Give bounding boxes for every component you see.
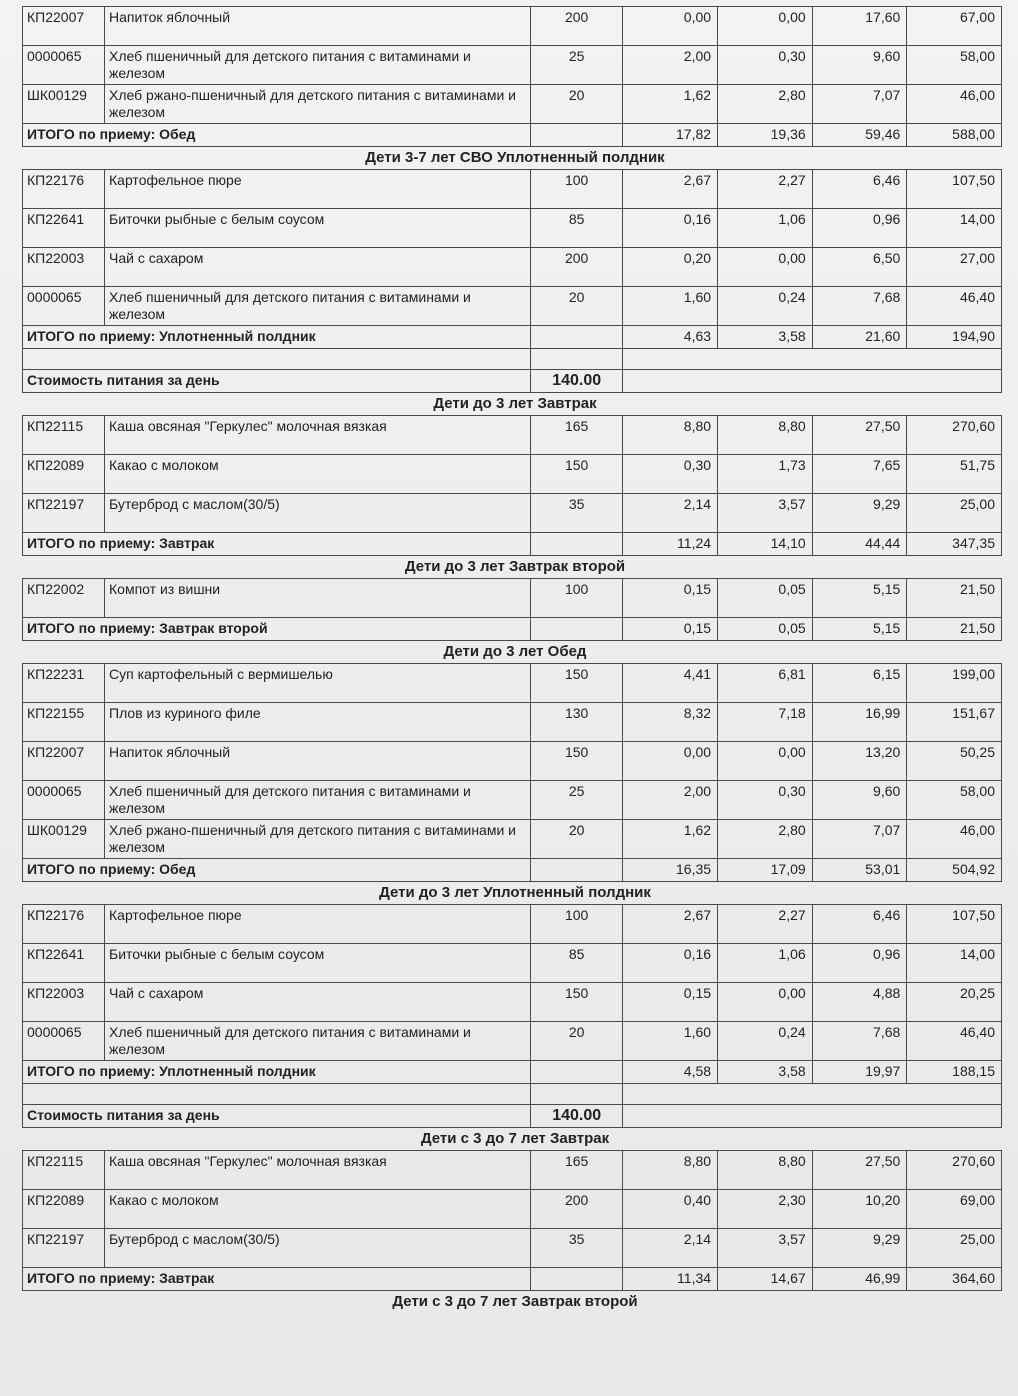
table-row: [23, 742, 1002, 781]
table-row: [23, 983, 1002, 1022]
dish-portion: 200: [530, 7, 623, 46]
dish-code: 0000065: [23, 1022, 105, 1061]
dish-protein: 1,60: [623, 287, 718, 326]
table-row: [23, 494, 1002, 533]
dish-code: КП22197: [23, 494, 105, 533]
dish-name: Напиток яблочный: [105, 7, 531, 46]
dish-energy: 27,00: [907, 248, 1002, 287]
total-fat: 17,09: [718, 859, 813, 882]
daily-cost-empty-cell: [623, 1105, 1002, 1128]
total-carbs: 19,97: [812, 1061, 907, 1084]
dish-energy: 14,00: [907, 944, 1002, 983]
spacer-cell: [623, 1084, 1002, 1105]
dish-protein: 0,16: [623, 944, 718, 983]
dish-protein: 8,80: [623, 416, 718, 455]
section-title: Дети с 3 до 7 лет Завтрак: [420, 1130, 610, 1147]
dish-code: КП22115: [23, 1151, 105, 1190]
dish-portion: 200: [530, 248, 623, 287]
table-row: [23, 455, 1002, 494]
dish-energy: 270,60: [907, 1151, 1002, 1190]
dish-name: Какао с молоком: [105, 1190, 531, 1229]
dish-name: Хлеб ржано-пшеничный для детского питания с витаминами и железом: [105, 820, 531, 859]
total-protein: 11,34: [623, 1268, 718, 1291]
dish-fat: 8,80: [718, 416, 813, 455]
dish-protein: 4,41: [623, 664, 718, 703]
section-title: Дети 3-7 лет СВО Уплотненный полдник: [365, 149, 665, 166]
dish-name: Чай с сахаром: [105, 983, 531, 1022]
dish-carbs: 13,20: [812, 742, 907, 781]
dish-name: Каша овсяная "Геркулес" молочная вязкая: [105, 1151, 531, 1190]
total-energy: 504,92: [907, 859, 1002, 882]
menu-table: [22, 169, 1002, 393]
total-row: [23, 1268, 1002, 1291]
dish-fat: 1,06: [718, 209, 813, 248]
dish-code: КП22641: [23, 209, 105, 248]
total-label: ИТОГО по приему: Обед: [23, 124, 531, 147]
total-empty-cell: [530, 124, 623, 147]
menu-table: [22, 904, 1002, 1128]
table-row: [23, 46, 1002, 85]
dish-portion: 150: [530, 742, 623, 781]
table-row: [23, 579, 1002, 618]
dish-carbs: 17,60: [812, 7, 907, 46]
dish-fat: 0,00: [718, 983, 813, 1022]
dish-name: Бутерброд с маслом(30/5): [105, 1229, 531, 1268]
dish-energy: 46,40: [907, 287, 1002, 326]
dish-code: КП22002: [23, 579, 105, 618]
dish-code: КП22089: [23, 1190, 105, 1229]
dish-name: Плов из куриного филе: [105, 703, 531, 742]
dish-code: ШК00129: [23, 85, 105, 124]
dish-carbs: 9,29: [812, 494, 907, 533]
table-row: [23, 1022, 1002, 1061]
daily-cost-row: [23, 1105, 1002, 1128]
dish-name: Чай с сахаром: [105, 248, 531, 287]
dish-energy: 270,60: [907, 416, 1002, 455]
dish-portion: 165: [530, 416, 623, 455]
dish-carbs: 0,96: [812, 209, 907, 248]
dish-energy: 25,00: [907, 1229, 1002, 1268]
dish-carbs: 27,50: [812, 1151, 907, 1190]
dish-protein: 1,62: [623, 820, 718, 859]
dish-code: КП22155: [23, 703, 105, 742]
dish-carbs: 6,50: [812, 248, 907, 287]
dish-portion: 165: [530, 1151, 623, 1190]
table-row: [23, 703, 1002, 742]
dish-protein: 2,67: [623, 170, 718, 209]
total-energy: 188,15: [907, 1061, 1002, 1084]
dish-fat: 0,00: [718, 248, 813, 287]
dish-energy: 199,00: [907, 664, 1002, 703]
total-row: [23, 326, 1002, 349]
dish-protein: 0,20: [623, 248, 718, 287]
dish-energy: 51,75: [907, 455, 1002, 494]
section-title: Дети с 3 до 7 лет Завтрак второй: [392, 1293, 638, 1310]
dish-name: Хлеб пшеничный для детского питания с витаминами и железом: [105, 1022, 531, 1061]
dish-carbs: 7,65: [812, 455, 907, 494]
dish-code: КП22231: [23, 664, 105, 703]
dish-energy: 67,00: [907, 7, 1002, 46]
table-row: [23, 209, 1002, 248]
dish-portion: 25: [530, 46, 623, 85]
daily-cost-empty-cell: [623, 370, 1002, 393]
dish-fat: 0,05: [718, 579, 813, 618]
total-carbs: 53,01: [812, 859, 907, 882]
dish-name: Суп картофельный с вермишелью: [105, 664, 531, 703]
total-empty-cell: [530, 859, 623, 882]
dish-portion: 100: [530, 170, 623, 209]
dish-energy: 107,50: [907, 905, 1002, 944]
total-fat: 14,10: [718, 533, 813, 556]
dish-energy: 46,00: [907, 820, 1002, 859]
dish-fat: 0,24: [718, 287, 813, 326]
dish-fat: 8,80: [718, 1151, 813, 1190]
dish-portion: 35: [530, 1229, 623, 1268]
dish-name: Хлеб пшеничный для детского питания с витаминами и железом: [105, 287, 531, 326]
total-label: ИТОГО по приему: Уплотненный полдник: [23, 326, 531, 349]
dish-protein: 2,14: [623, 494, 718, 533]
dish-portion: 85: [530, 944, 623, 983]
total-protein: 4,63: [623, 326, 718, 349]
dish-fat: 2,80: [718, 85, 813, 124]
total-label: ИТОГО по приему: Завтрак: [23, 533, 531, 556]
total-fat: 3,58: [718, 326, 813, 349]
dish-code: КП22176: [23, 905, 105, 944]
table-row: [23, 7, 1002, 46]
dish-name: Картофельное пюре: [105, 905, 531, 944]
dish-energy: 46,00: [907, 85, 1002, 124]
dish-code: КП22115: [23, 416, 105, 455]
daily-cost-value: 140.00: [530, 370, 623, 393]
dish-name: Какао с молоком: [105, 455, 531, 494]
dish-carbs: 4,88: [812, 983, 907, 1022]
dish-energy: 25,00: [907, 494, 1002, 533]
dish-code: КП22089: [23, 455, 105, 494]
dish-energy: 50,25: [907, 742, 1002, 781]
daily-cost-row: [23, 370, 1002, 393]
dish-name: Биточки рыбные с белым соусом: [105, 209, 531, 248]
dish-protein: 0,40: [623, 1190, 718, 1229]
total-fat: 19,36: [718, 124, 813, 147]
table-row: [23, 248, 1002, 287]
dish-portion: 150: [530, 455, 623, 494]
total-energy: 588,00: [907, 124, 1002, 147]
dish-portion: 200: [530, 1190, 623, 1229]
dish-portion: 85: [530, 209, 623, 248]
total-protein: 16,35: [623, 859, 718, 882]
dish-code: 0000065: [23, 46, 105, 85]
dish-code: 0000065: [23, 781, 105, 820]
dish-code: КП22003: [23, 983, 105, 1022]
dish-code: ШК00129: [23, 820, 105, 859]
dish-protein: 2,00: [623, 781, 718, 820]
dish-protein: 2,67: [623, 905, 718, 944]
dish-code: КП22641: [23, 944, 105, 983]
dish-protein: 0,30: [623, 455, 718, 494]
table-row: [23, 287, 1002, 326]
dish-fat: 2,80: [718, 820, 813, 859]
dish-protein: 0,16: [623, 209, 718, 248]
dish-energy: 21,50: [907, 579, 1002, 618]
dish-carbs: 7,68: [812, 1022, 907, 1061]
dish-code: КП22197: [23, 1229, 105, 1268]
dish-energy: 14,00: [907, 209, 1002, 248]
total-label: ИТОГО по приему: Уплотненный полдник: [23, 1061, 531, 1084]
dish-portion: 20: [530, 287, 623, 326]
dish-protein: 8,32: [623, 703, 718, 742]
dish-carbs: 6,46: [812, 905, 907, 944]
table-row: [23, 1151, 1002, 1190]
dish-carbs: 9,29: [812, 1229, 907, 1268]
dish-portion: 100: [530, 905, 623, 944]
dish-carbs: 9,60: [812, 46, 907, 85]
spacer-cell: [23, 349, 531, 370]
dish-energy: 20,25: [907, 983, 1002, 1022]
dish-carbs: 7,68: [812, 287, 907, 326]
dish-code: КП22176: [23, 170, 105, 209]
total-energy: 194,90: [907, 326, 1002, 349]
dish-fat: 2,27: [718, 905, 813, 944]
dish-portion: 130: [530, 703, 623, 742]
spacer-cell: [530, 1084, 623, 1105]
dish-carbs: 7,07: [812, 85, 907, 124]
table-row: [23, 416, 1002, 455]
dish-portion: 35: [530, 494, 623, 533]
dish-fat: 0,00: [718, 7, 813, 46]
dish-portion: 20: [530, 1022, 623, 1061]
dish-carbs: 9,60: [812, 781, 907, 820]
total-protein: 11,24: [623, 533, 718, 556]
dish-portion: 150: [530, 983, 623, 1022]
dish-name: Хлеб ржано-пшеничный для детского питания с витаминами и железом: [105, 85, 531, 124]
dish-fat: 0,30: [718, 46, 813, 85]
menu-table: [22, 6, 1002, 147]
dish-fat: 3,57: [718, 494, 813, 533]
spacer-cell: [530, 349, 623, 370]
dish-fat: 6,81: [718, 664, 813, 703]
dish-protein: 1,62: [623, 85, 718, 124]
dish-fat: 1,73: [718, 455, 813, 494]
dish-code: КП22007: [23, 742, 105, 781]
dish-fat: 0,24: [718, 1022, 813, 1061]
table-row: [23, 85, 1002, 124]
table-row: [23, 905, 1002, 944]
dish-carbs: 16,99: [812, 703, 907, 742]
section-title: Дети до 3 лет Уплотненный полдник: [379, 884, 651, 901]
daily-cost-value: 140.00: [530, 1105, 623, 1128]
dish-energy: 69,00: [907, 1190, 1002, 1229]
spacer-cell: [623, 349, 1002, 370]
dish-fat: 3,57: [718, 1229, 813, 1268]
table-row: [23, 1190, 1002, 1229]
dish-energy: 58,00: [907, 46, 1002, 85]
total-empty-cell: [530, 1268, 623, 1291]
spacer-row: [23, 349, 1002, 370]
dish-carbs: 0,96: [812, 944, 907, 983]
daily-cost-label: Стоимость питания за день: [23, 1105, 531, 1128]
total-empty-cell: [530, 326, 623, 349]
table-row: [23, 944, 1002, 983]
table-row: [23, 820, 1002, 859]
dish-code: КП22003: [23, 248, 105, 287]
dish-protein: 1,60: [623, 1022, 718, 1061]
spacer-cell: [23, 1084, 531, 1105]
total-carbs: 21,60: [812, 326, 907, 349]
total-row: [23, 1061, 1002, 1084]
dish-portion: 100: [530, 579, 623, 618]
dish-carbs: 6,46: [812, 170, 907, 209]
dish-fat: 2,30: [718, 1190, 813, 1229]
dish-protein: 0,15: [623, 983, 718, 1022]
total-energy: 347,35: [907, 533, 1002, 556]
dish-name: Бутерброд с маслом(30/5): [105, 494, 531, 533]
dish-fat: 7,18: [718, 703, 813, 742]
dish-fat: 0,00: [718, 742, 813, 781]
total-row: [23, 618, 1002, 641]
total-fat: 3,58: [718, 1061, 813, 1084]
dish-fat: 2,27: [718, 170, 813, 209]
dish-protein: 2,14: [623, 1229, 718, 1268]
dish-protein: 0,15: [623, 579, 718, 618]
total-protein: 4,58: [623, 1061, 718, 1084]
dish-name: Компот из вишни: [105, 579, 531, 618]
total-fat: 0,05: [718, 618, 813, 641]
total-protein: 17,82: [623, 124, 718, 147]
dish-carbs: 10,20: [812, 1190, 907, 1229]
total-carbs: 59,46: [812, 124, 907, 147]
dish-name: Хлеб пшеничный для детского питания с витаминами и железом: [105, 46, 531, 85]
table-row: [23, 170, 1002, 209]
dish-code: КП22007: [23, 7, 105, 46]
total-row: [23, 124, 1002, 147]
dish-code: 0000065: [23, 287, 105, 326]
total-empty-cell: [530, 533, 623, 556]
table-row: [23, 781, 1002, 820]
dish-energy: 58,00: [907, 781, 1002, 820]
total-label: ИТОГО по приему: Завтрак второй: [23, 618, 531, 641]
dish-carbs: 5,15: [812, 579, 907, 618]
dish-protein: 8,80: [623, 1151, 718, 1190]
dish-energy: 107,50: [907, 170, 1002, 209]
dish-name: Каша овсяная "Геркулес" молочная вязкая: [105, 416, 531, 455]
dish-name: Напиток яблочный: [105, 742, 531, 781]
dish-name: Хлеб пшеничный для детского питания с витаминами и железом: [105, 781, 531, 820]
menu-table: [22, 1150, 1002, 1291]
dish-energy: 151,67: [907, 703, 1002, 742]
total-energy: 21,50: [907, 618, 1002, 641]
table-row: [23, 664, 1002, 703]
dish-carbs: 6,15: [812, 664, 907, 703]
total-protein: 0,15: [623, 618, 718, 641]
dish-protein: 0,00: [623, 742, 718, 781]
dish-fat: 0,30: [718, 781, 813, 820]
dish-carbs: 7,07: [812, 820, 907, 859]
dish-protein: 0,00: [623, 7, 718, 46]
section-title: Дети до 3 лет Завтрак второй: [404, 558, 626, 575]
menu-table: [22, 578, 1002, 641]
dish-portion: 20: [530, 85, 623, 124]
total-energy: 364,60: [907, 1268, 1002, 1291]
total-label: ИТОГО по приему: Завтрак: [23, 1268, 531, 1291]
dish-energy: 46,40: [907, 1022, 1002, 1061]
dish-name: Картофельное пюре: [105, 170, 531, 209]
dish-portion: 20: [530, 820, 623, 859]
section-title: Дети до 3 лет Обед: [443, 643, 587, 660]
dish-carbs: 27,50: [812, 416, 907, 455]
total-row: [23, 533, 1002, 556]
total-carbs: 46,99: [812, 1268, 907, 1291]
daily-cost-label: Стоимость питания за день: [23, 370, 531, 393]
dish-protein: 2,00: [623, 46, 718, 85]
total-carbs: 44,44: [812, 533, 907, 556]
total-carbs: 5,15: [812, 618, 907, 641]
menu-table: [22, 663, 1002, 882]
dish-portion: 150: [530, 664, 623, 703]
total-empty-cell: [530, 1061, 623, 1084]
dish-name: Биточки рыбные с белым соусом: [105, 944, 531, 983]
total-label: ИТОГО по приему: Обед: [23, 859, 531, 882]
total-empty-cell: [530, 618, 623, 641]
total-fat: 14,67: [718, 1268, 813, 1291]
section-title: Дети до 3 лет Завтрак: [433, 395, 597, 412]
spacer-row: [23, 1084, 1002, 1105]
menu-table: [22, 415, 1002, 556]
dish-portion: 25: [530, 781, 623, 820]
total-row: [23, 859, 1002, 882]
dish-fat: 1,06: [718, 944, 813, 983]
table-row: [23, 1229, 1002, 1268]
